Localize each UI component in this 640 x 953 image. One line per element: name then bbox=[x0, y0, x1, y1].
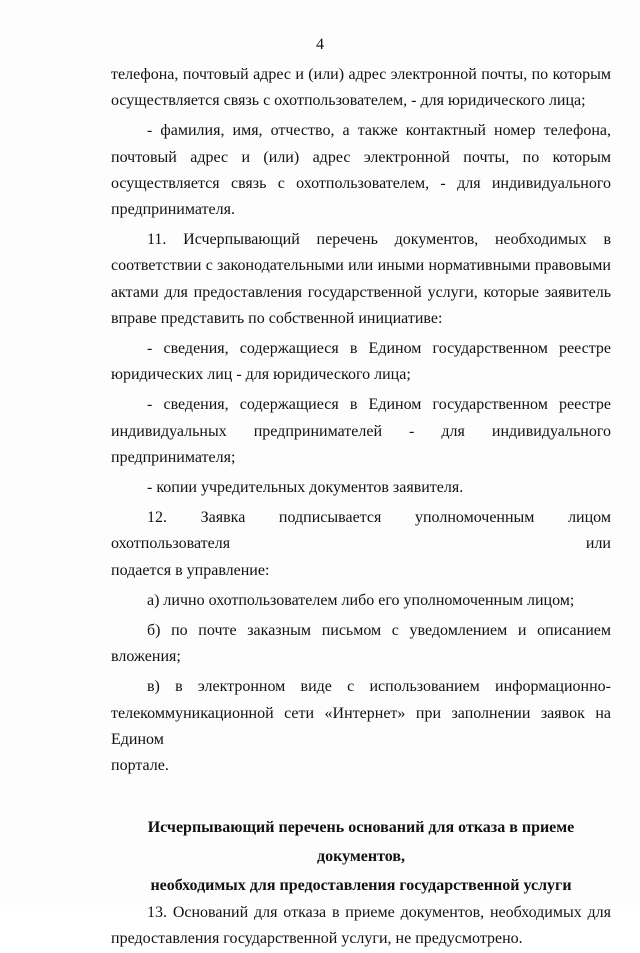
text-line: 13. Оснований для отказа в приеме документов, необходимых для bbox=[147, 904, 611, 922]
text-line: вправе представить по собственной инициативе: bbox=[111, 309, 443, 327]
text-line: телекоммуникационной сети «Интернет» при заполнении заявок на Едином bbox=[111, 704, 611, 748]
text-line: 12. Заявка подписывается уполномоченным лицом охотпользователя или bbox=[111, 509, 611, 553]
text-line: портале. bbox=[111, 757, 169, 775]
text-line: предпринимателя. bbox=[111, 201, 235, 219]
section-heading bbox=[111, 813, 611, 900]
text-line: б) по почте заказным письмом с уведомлением и описанием вложения; bbox=[111, 622, 611, 666]
heading-line: необходимых для предоставления государственной услуги bbox=[150, 877, 572, 895]
text-line: предпринимателя; bbox=[111, 448, 236, 466]
page-number: 4 bbox=[316, 36, 324, 53]
text-line: 11. Исчерпывающий перечень документов, необходимых в bbox=[147, 231, 611, 249]
text-line: соответствии с законодательными или иными нормативными правовыми bbox=[111, 257, 611, 275]
text-line: предоставления государственной услуги, не предусмотрено. bbox=[111, 930, 523, 948]
text-line: - фамилия, имя, отчество, а также контактный номер телефона, bbox=[147, 122, 611, 140]
text-line: юридических лиц - для юридического лица; bbox=[111, 366, 411, 384]
text-line: подается в управление: bbox=[111, 561, 270, 579]
text-line: а) лично охотпользователем либо его уполномоченным лицом; bbox=[147, 591, 575, 609]
heading-line: Исчерпывающий перечень оснований для отказа в приеме документов, bbox=[147, 819, 575, 866]
text-line: - копии учредительных документов заявителя. bbox=[147, 479, 464, 497]
text-line: почтовый адрес и (или) адрес электронной почты, по которым bbox=[111, 148, 611, 166]
text-line: актами для предоставления государственной услуги, которые заявитель bbox=[111, 283, 611, 301]
text-line: в) в электронном виде с использованием информационно- bbox=[147, 678, 611, 696]
text-line: осуществляется связь с охотпользователем, - для индивидуального bbox=[111, 174, 611, 192]
text-line: индивидуальных предпринимателей - для индивидуального bbox=[111, 422, 611, 440]
text-line: осуществляется связь с охотпользователем, - для юридического лица; bbox=[111, 92, 586, 110]
document-body bbox=[111, 62, 611, 953]
text-line: телефона, почтовый адрес и (или) адрес электронной почты, по которым bbox=[111, 66, 611, 83]
text-line: - сведения, содержащиеся в Едином государственном реестре bbox=[147, 396, 611, 414]
text-line: - сведения, содержащиеся в Едином государственном реестре bbox=[147, 340, 611, 358]
